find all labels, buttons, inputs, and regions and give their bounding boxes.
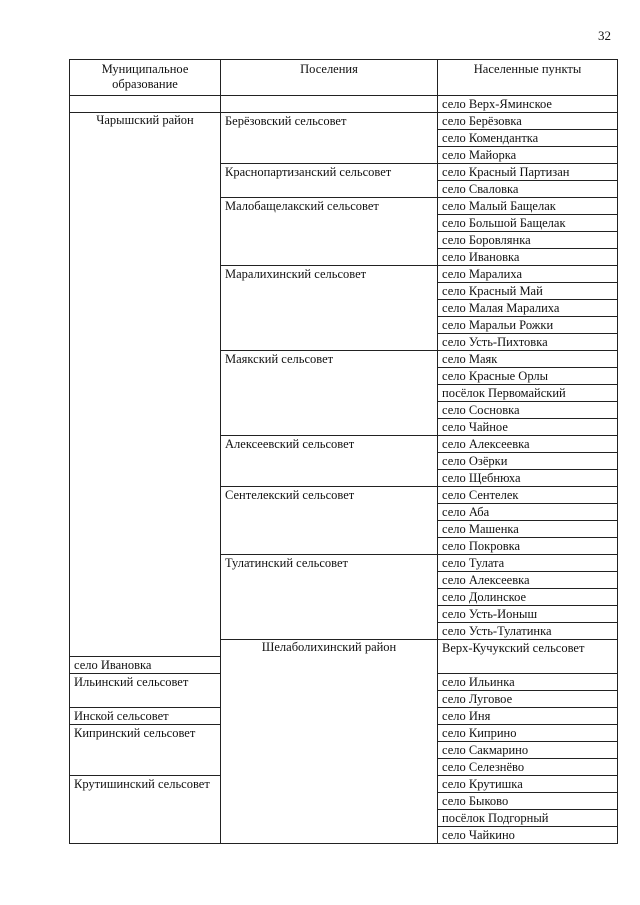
locality-cell: село Боровлянка [438, 232, 618, 249]
locality-cell: село Сентелек [438, 487, 618, 504]
locality-cell: село Щебнюха [438, 470, 618, 487]
locality-cell: село Крутишка [438, 776, 618, 793]
locality-cell: село Сакмарино [438, 742, 618, 759]
column-header-settlements: Поселения [221, 60, 438, 96]
locality-cell: село Алексеевка [438, 572, 618, 589]
municipality-cell: Чарышский район [70, 113, 221, 657]
settlements-table [69, 59, 618, 844]
locality-cell: село Красный Май [438, 283, 618, 300]
locality-cell: село Быково [438, 793, 618, 810]
locality-cell: село Озёрки [438, 453, 618, 470]
locality-cell: село Маралиха [438, 266, 618, 283]
locality-cell: село Большой Бащелак [438, 215, 618, 232]
locality-cell: село Машенка [438, 521, 618, 538]
locality-cell: село Ивановка [70, 657, 221, 674]
locality-cell: село Луговое [438, 691, 618, 708]
settlement-cell: Малобащелакский сельсовет [221, 198, 438, 266]
settlement-cell: Тулатинский сельсовет [221, 555, 438, 640]
locality-cell: село Аба [438, 504, 618, 521]
locality-cell: село Сваловка [438, 181, 618, 198]
settlement-cell: Сентелекский сельсовет [221, 487, 438, 555]
column-header-municipality: Муниципальное образование [70, 60, 221, 96]
settlement-cell: Алексеевский сельсовет [221, 436, 438, 487]
table-body [70, 96, 618, 844]
settlement-cell: Ильинский сельсовет [70, 674, 221, 708]
locality-cell: село Красные Орлы [438, 368, 618, 385]
locality-cell: село Малая Маралиха [438, 300, 618, 317]
settlement-cell: Маякский сельсовет [221, 351, 438, 436]
locality-cell: село Чайное [438, 419, 618, 436]
locality-cell: село Красный Партизан [438, 164, 618, 181]
locality-cell: село Усть-Ионыш [438, 606, 618, 623]
column-header-localities: Населенные пункты [438, 60, 618, 96]
municipality-cell: Шелаболихинский район [221, 640, 438, 844]
locality-cell: село Иня [438, 708, 618, 725]
locality-cell: село Селезнёво [438, 759, 618, 776]
locality-cell: село Малый Бащелак [438, 198, 618, 215]
locality-cell: село Киприно [438, 725, 618, 742]
locality-cell: село Майорка [438, 147, 618, 164]
locality-cell: село Комендантка [438, 130, 618, 147]
table-row [70, 96, 618, 113]
locality-cell: село Маральи Рожки [438, 317, 618, 334]
locality-cell: село Берёзовка [438, 113, 618, 130]
table-header-row [70, 60, 618, 96]
settlement-cell [221, 96, 438, 113]
locality-cell: село Ильинка [438, 674, 618, 691]
locality-cell: село Покровка [438, 538, 618, 555]
locality-cell: село Маяк [438, 351, 618, 368]
settlement-cell: Маралихинский сельсовет [221, 266, 438, 351]
locality-cell: село Чайкино [438, 827, 618, 844]
locality-cell: посёлок Первомайский [438, 385, 618, 402]
locality-cell: село Тулата [438, 555, 618, 572]
locality-cell: село Усть-Тулатинка [438, 623, 618, 640]
settlement-cell: Краснопартизанский сельсовет [221, 164, 438, 198]
settlement-cell: Инской сельсовет [70, 708, 221, 725]
settlement-cell: Крутишинский сельсовет [70, 776, 221, 844]
locality-cell: село Сосновка [438, 402, 618, 419]
settlement-cell: Кипринский сельсовет [70, 725, 221, 776]
locality-cell: село Алексеевка [438, 436, 618, 453]
page-number: 32 [598, 28, 611, 43]
locality-cell: село Усть-Пихтовка [438, 334, 618, 351]
settlement-cell: Верх-Кучукский сельсовет [438, 640, 618, 674]
table-row [70, 113, 618, 130]
locality-cell: село Ивановка [438, 249, 618, 266]
locality-cell: село Долинское [438, 589, 618, 606]
locality-cell: село Верх-Яминское [438, 96, 618, 113]
settlement-cell: Берёзовский сельсовет [221, 113, 438, 164]
municipality-cell [70, 96, 221, 113]
locality-cell: посёлок Подгорный [438, 810, 618, 827]
